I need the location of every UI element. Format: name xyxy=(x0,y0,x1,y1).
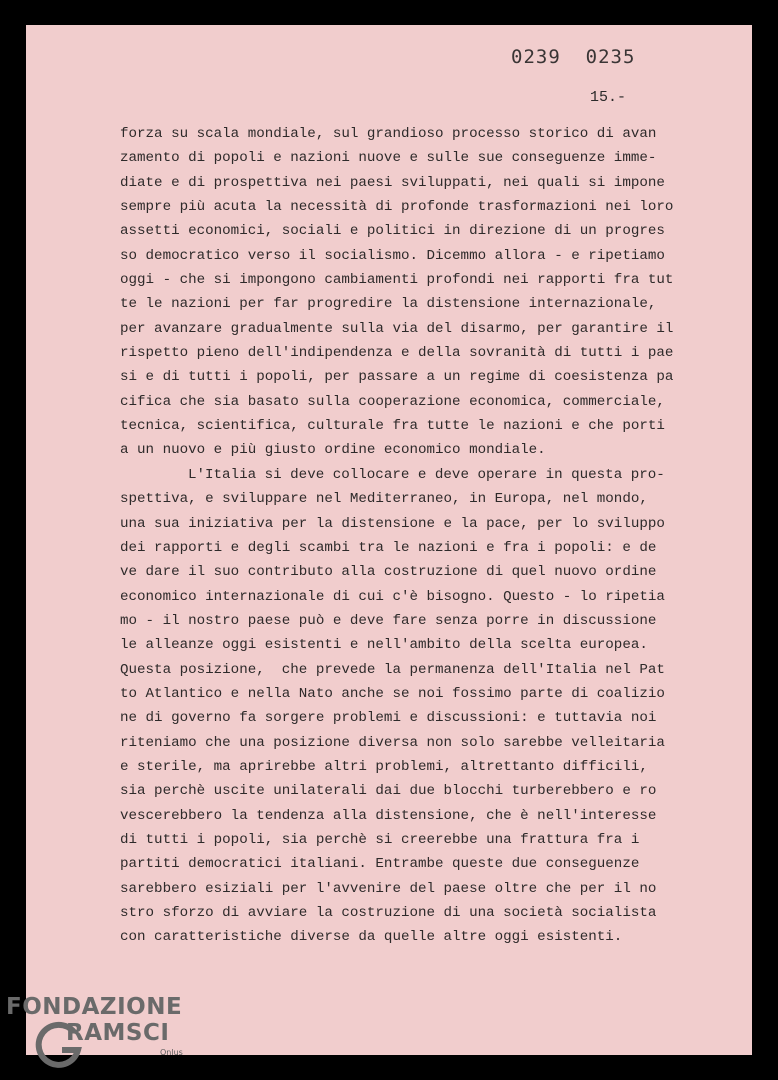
text-line: stro sforzo di avviare la costruzione di una società socialista xyxy=(120,905,657,921)
text-line: riteniamo che una posizione diversa non solo sarebbe velleitaria xyxy=(120,734,665,751)
watermark-line2: RAMSCI xyxy=(66,1020,170,1046)
watermark-line1: FONDAZIONE xyxy=(6,994,183,1020)
text-line: oggi - che si impongono cambiamenti profondi nei rapporti fra tut xyxy=(120,272,674,289)
page-number: 15.- xyxy=(590,89,627,106)
text-line: ve dare il suo contributo alla costruzione di quel nuovo ordine xyxy=(120,564,657,581)
text-line: mo - il nostro paese può e deve fare senza porre in discussione xyxy=(120,612,657,629)
text-line: rispetto pieno dell'indipendenza e della sovranità di tutti i pae xyxy=(120,345,674,362)
text-line: economico internazionale di cui c'è bisogno. Questo - lo ripetia xyxy=(120,588,665,605)
text-line: zamento di popoli e nazioni nuove e sulle sue conseguenze imme- xyxy=(120,150,657,167)
text-line: di tutti i popoli, sia perchè si creerebbe una frattura fra i xyxy=(120,831,640,848)
text-line: Questa posizione, che prevede la permanenza dell'Italia nel Pat xyxy=(120,661,665,678)
body-text xyxy=(120,122,740,950)
text-line: assetti economici, sociali e politici in direzione di un progres xyxy=(120,223,665,240)
archive-number: 0239 0235 xyxy=(511,46,636,68)
text-line: partiti democratici italiani. Entrambe queste due conseguenze xyxy=(120,856,640,873)
text-line: con caratteristiche diverse da quelle altre oggi esistenti. xyxy=(120,929,623,946)
text-line: diate e di prospettiva nei paesi sviluppati, nei quali si impone xyxy=(120,174,665,191)
text-line: le alleanze oggi esistenti e nell'ambito della scelta europea. xyxy=(120,637,648,654)
text-line: si e di tutti i popoli, per passare a un regime di coesistenza pa xyxy=(120,369,674,386)
text-line: te le nazioni per far progredire la distensione internazionale, xyxy=(120,296,657,313)
text-line: dei rapporti e degli scambi tra le nazioni e fra i popoli: e de xyxy=(120,539,657,556)
text-line: forza su scala mondiale, sul grandioso processo storico di avan xyxy=(120,126,657,142)
text-line: tecnica, scientifica, culturale fra tutte le nazioni e che porti xyxy=(120,418,665,435)
fondazione-gramsci-watermark xyxy=(6,994,196,1074)
text-line: sia perchè uscite unilaterali dai due blocchi turberebbero e ro xyxy=(120,783,657,800)
text-line: to Atlantico e nella Nato anche se noi fossimo parte di coalizio xyxy=(120,685,665,702)
text-line: sempre più acuta la necessità di profonde trasformazioni nei loro xyxy=(120,199,674,216)
text-line: spettiva, e sviluppare nel Mediterraneo, in Europa, nel mondo, xyxy=(120,491,648,508)
text-line: so democratico verso il socialismo. Dicemmo allora - e ripetiamo xyxy=(120,247,665,264)
text-line: a un nuovo e più giusto ordine economico mondiale. xyxy=(120,442,546,459)
text-line: una sua iniziativa per la distensione e la pace, per lo sviluppo xyxy=(120,515,665,532)
text-line: L'Italia si deve collocare e deve operare in questa pro- xyxy=(188,466,665,483)
text-line: sarebbero esiziali per l'avvenire del paese oltre che per il no xyxy=(120,880,657,897)
text-line: cifica che sia basato sulla cooperazione economica, commerciale, xyxy=(120,393,665,410)
watermark-line3: Onlus xyxy=(160,1048,183,1057)
text-line: e sterile, ma aprirebbe altri problemi, altrettanto difficili, xyxy=(120,758,648,775)
text-line: vescerebbero la tendenza alla distensione, che è nell'interesse xyxy=(120,807,657,824)
document-page xyxy=(26,25,752,1055)
text-line: ne di governo fa sorgere problemi e discussioni: e tuttavia noi xyxy=(120,710,657,727)
text-line: per avanzare gradualmente sulla via del disarmo, per garantire il xyxy=(120,320,674,337)
